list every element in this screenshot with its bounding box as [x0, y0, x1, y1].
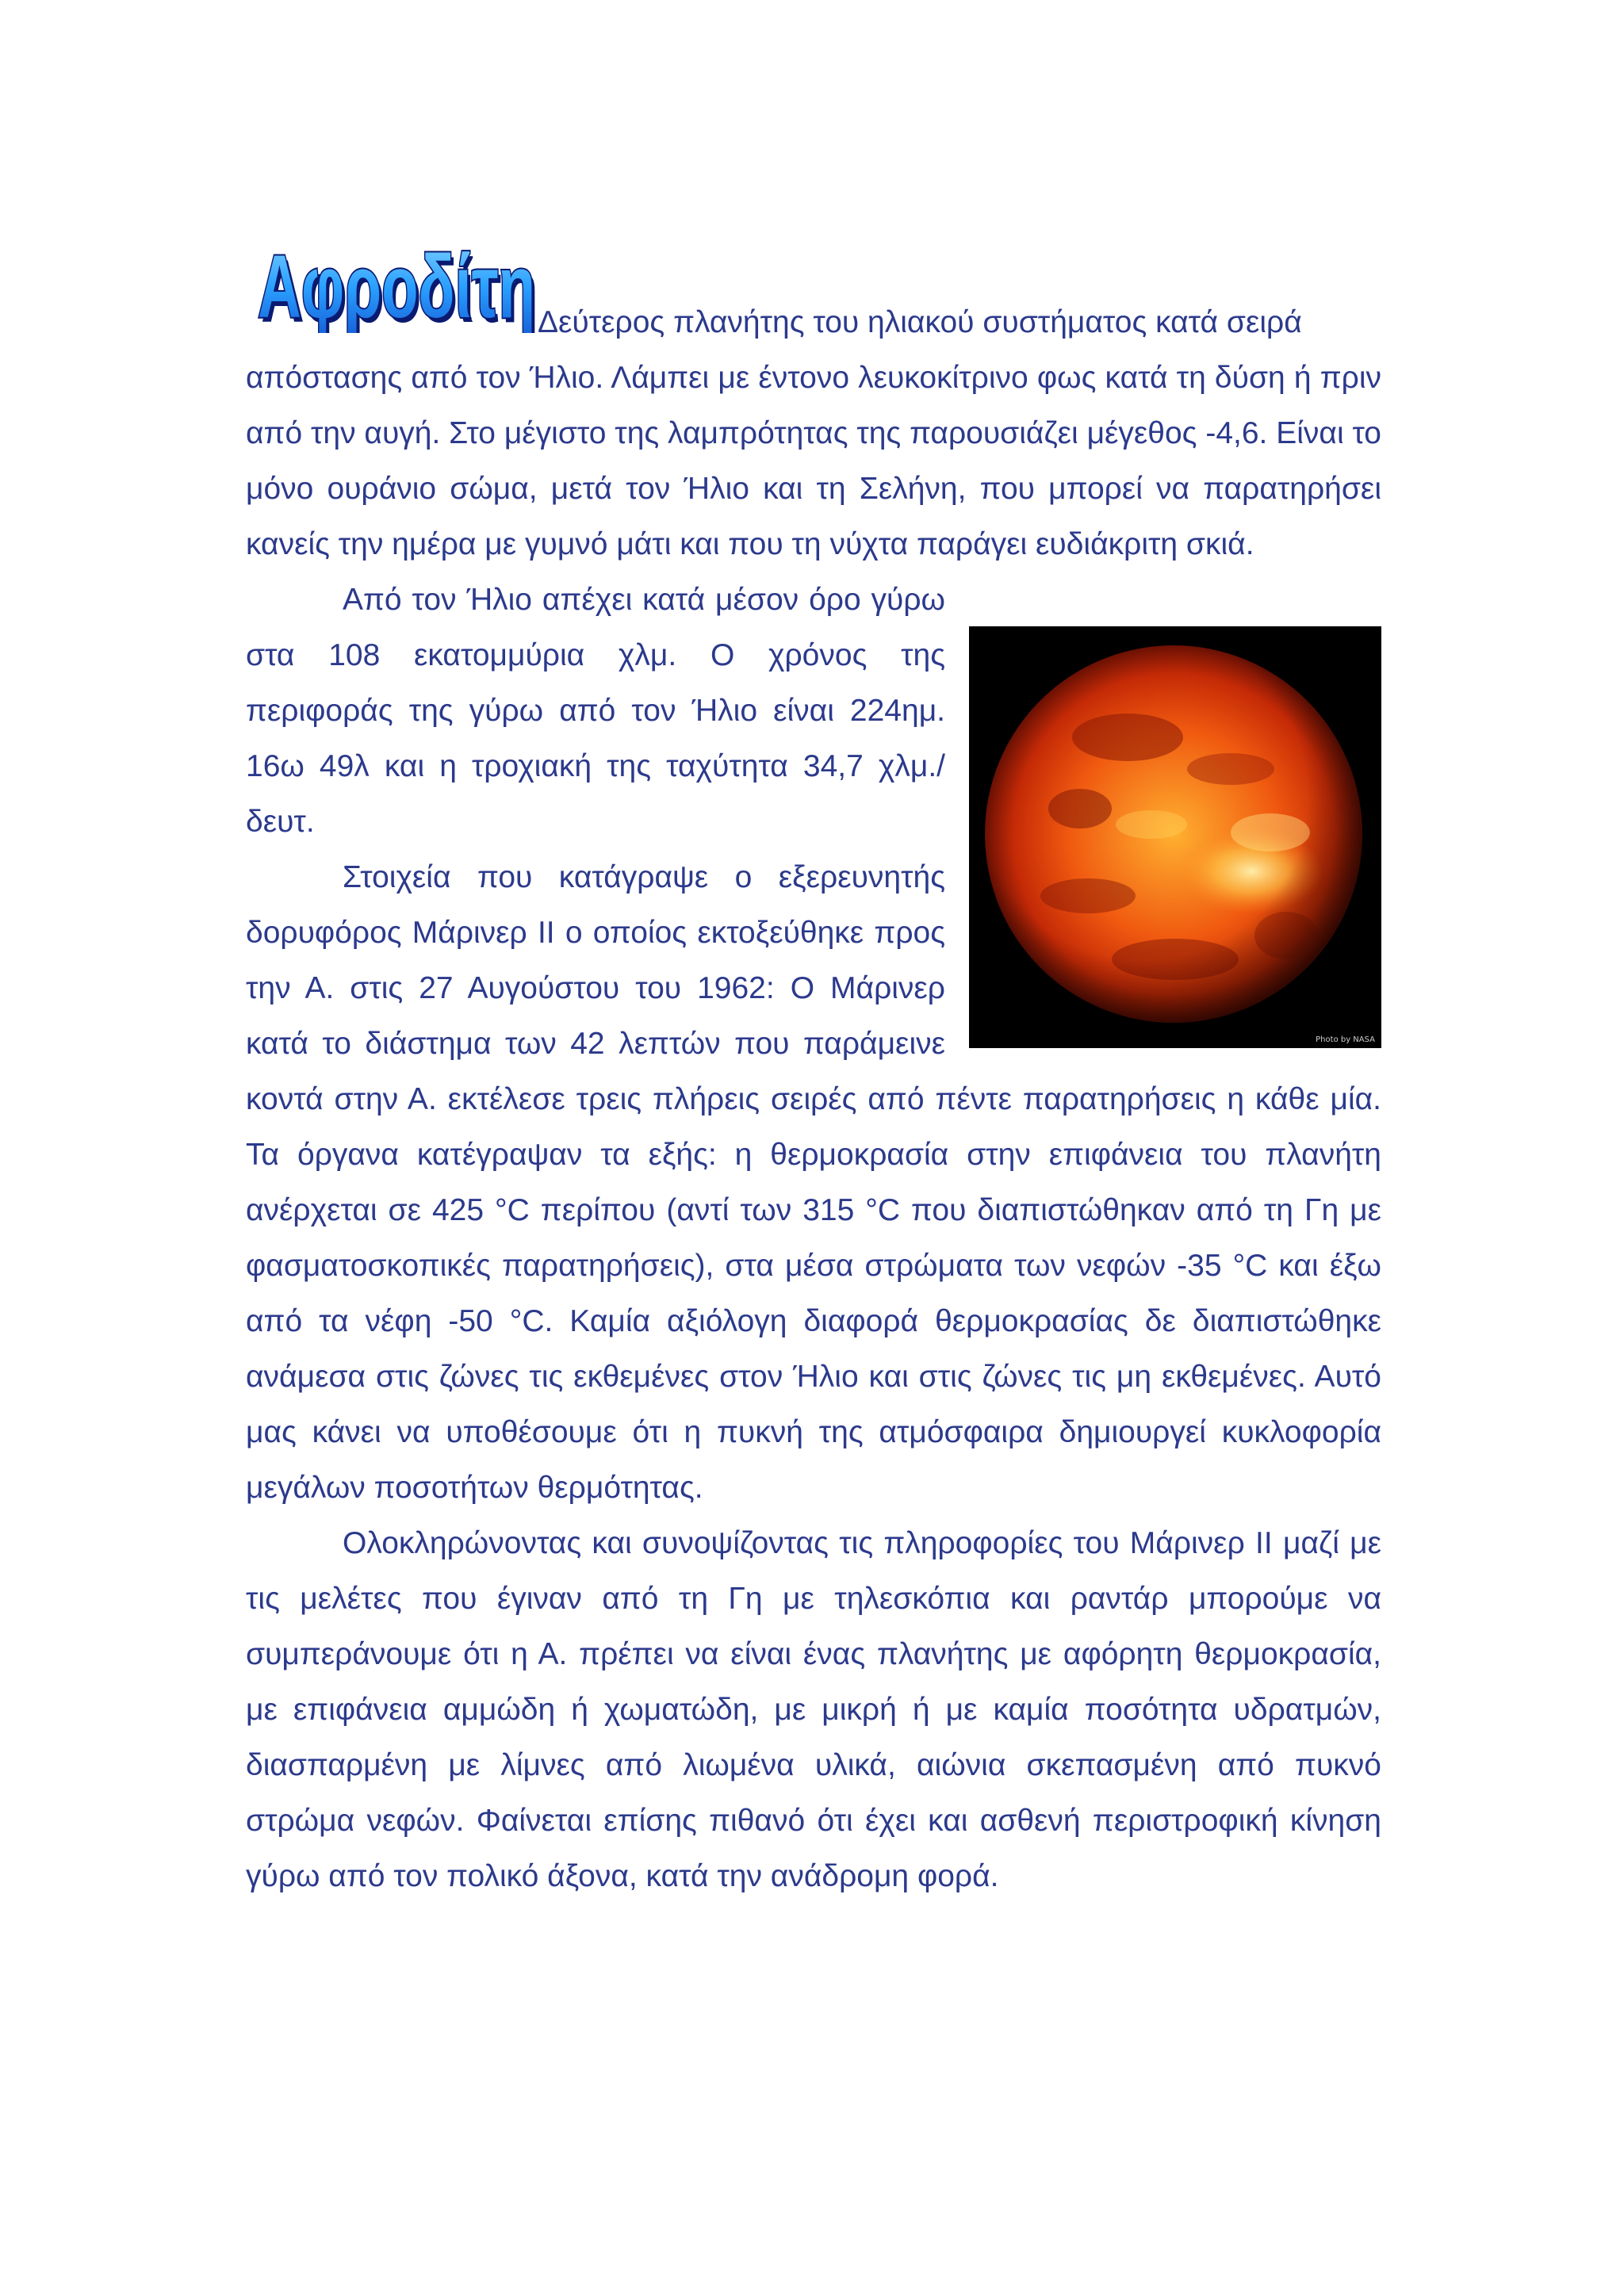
- venus-planet-photo-icon: [969, 626, 1381, 1048]
- paragraph-mariner-data: Στοιχεία που κατάγραψε ο εξερευνητής δορυφόρος Μάρινερ ΙΙ ο οποίος εκτοξεύθηκε προς την Α. στις 27 Αυγούστου του 1962: Ο Μάρινερ κατά το διάστημα των 42 λεπτών που παράμεινε κοντά στην Α. εκτέλεσε τρεις πλήρεις σειρές από πέντε παρατηρήσεις η κάθε μία. Τα όργανα κατέγραψαν τα εξής: η θερμοκρασία στην επιφάνεια του πλανήτη ανέρχεται σε 425 °C περίπου (αντί των 315 °C που διαπιστώθηκαν από τη Γη με φασματοσκοπικές παρατηρήσεις), στα μέσα στρώματα των νεφών -35 °C και έξω από τα νέφη -50 °C. Καμία αξιόλογη διαφορά θερμοκρασίας δε διαπιστώθηκε ανάμεσα στις ζώνες τις εκθεμένες στον Ήλιο και στις ζώνες τις μη εκθεμένες. Αυτό μας κάνει να υποθέσουμε ότι η πυκνή της ατμόσφαιρα δημιουργεί κυκλοφορία μεγάλων ποσοτήτων θερμότητας.: [246, 860, 1381, 1505]
- intro-rest: απόστασης από τον Ήλιο. Λάμπει με έντονο λευκοκίτρινο φως κατά τη δύση ή πριν από την αυγή. Στο μέγιστο της λαμπρότητας της παρουσιάζει μέγεθος -4,6. Είναι το μόνο ουράνιο σώμα, μετά τον Ήλιο και τη Σελήνη, που μπορεί να παρατηρήσει κανείς την ημέρα με γυμνό μάτι και που τη νύχτα παράγει ευδιάκριτη σκιά.: [246, 361, 1381, 561]
- venus-image: [969, 626, 1381, 1048]
- photo-credit: Photo by NASA: [1316, 1035, 1375, 1044]
- paragraph-conclusion: Ολοκληρώνοντας και συνοψίζοντας τις πληροφορίες του Μάρινερ ΙΙ μαζί με τις μελέτες που έγιναν από τη Γη με τηλεσκόπια και ραντάρ μπορούμε να συμπεράνουμε ότι η Α. πρέπει να είναι ένας πλανήτης με αφόρητη θερμοκρασία, με επιφάνεια αμμώδη ή χωματώδη, με μικρή ή με καμία ποσότητα υδρατμών, διασπαρμένη με λίμνες από λιωμένα υλικά, αιώνια σκεπασμένη από πυκνό στρώμα νεφών. Φαίνεται επίσης πιθανό ότι έχει και ασθενή περιστροφική κίνηση γύρω από τον πολικό άξονα, κατά την ανάδρομη φορά.: [246, 1526, 1381, 1893]
- paragraph-orbit: Από τον Ήλιο απέχει κατά μέσον όρο γύρω στα 108 εκατομμύρια χλμ. Ο χρόνος της περιφοράς της γύρω από τον Ήλιο είναι 224ημ. 16ω 49λ και η τροχιακή της ταχύτητα 34,7 χλμ./δευτ.: [246, 583, 945, 839]
- page-title: Αφροδίτη: [258, 237, 535, 333]
- title-shadow: Αφροδίτη: [261, 242, 538, 333]
- paragraph-intro: [246, 295, 1381, 572]
- intro-first-line: Δεύτερος πλανήτης του ηλιακού συστήματος κατά σειρά: [538, 305, 1302, 339]
- article-body: [246, 295, 1381, 1904]
